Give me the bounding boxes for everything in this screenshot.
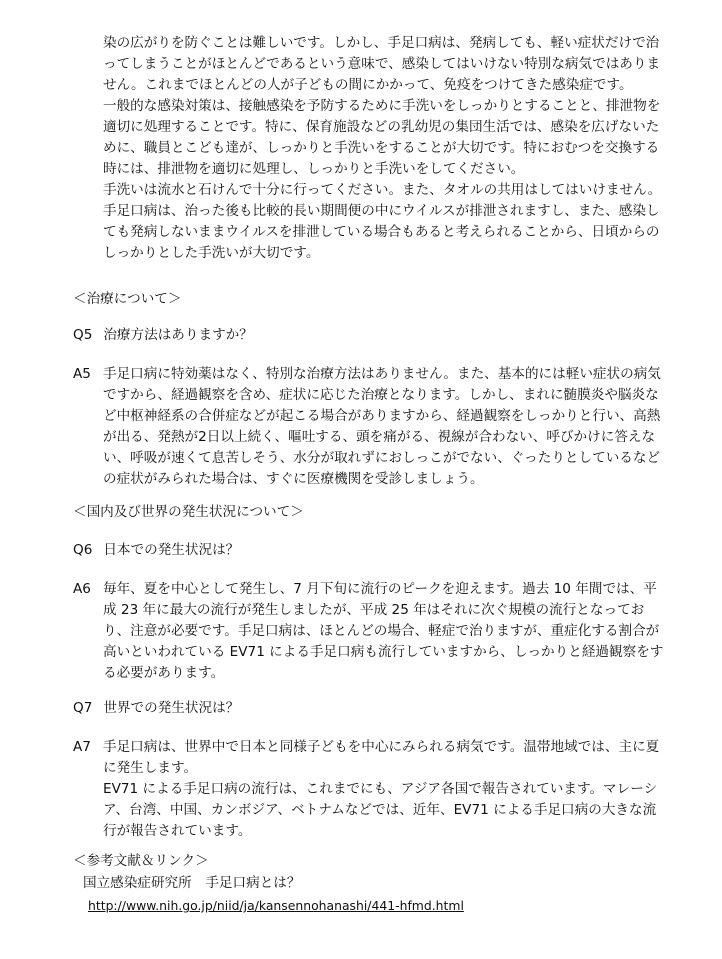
answer-a5	[73, 364, 673, 490]
reference-link[interactable]: http://www.nih.go.jp/niid/ja/kansennohanashi/441-hfmd.html	[88, 898, 464, 913]
question-tag: Q7	[73, 700, 93, 716]
answer-tag: A7	[73, 739, 91, 755]
question-q5	[73, 325, 253, 346]
section-heading-treatment: ＜治療について＞	[73, 291, 182, 307]
reference-title: 国立感染症研究所 手足口病とは？	[83, 875, 301, 891]
answer-tag: A5	[73, 366, 91, 382]
question-q7	[73, 698, 239, 719]
intro-paragraph-2: 一般的な感染対策は、接触感染を予防するために手洗いをしっかりとすることと、排泄物を適切に処理することです。特に、保育施設などの乳幼児の集団生活では、感染を広げないために、職員とこども達が、しっかりと手洗いをすることが大切です。特におむつを交換する時には、排泄物を適切に処理し、しっかりと手洗いをしてください。	[103, 98, 661, 177]
answer-text: 手足口病に特効薬はなく、特別な治療方法はありません。また、基本的には軽い症状の病気ですから、経過観察を含め、症状に応じた治療となります。しかし、まれに髄膜炎や脳炎など中枢神経系の合併症などが起こる場合がありますから、経過観察をしっかりと行い、高熱が出る、発熱が2日以上続く、嘔吐する、頭を痛がる、視線が合わない、呼びかけに答えない、呼吸が速くて息苦しそう、水分が取れずにおしっこがでない、ぐったりとしているなどの症状がみられた場合は、すぐに医療機関を受診しましょう。	[103, 366, 661, 487]
answer-paragraph-2: EV71 による手足口病の流行は、これまでにも、アジア各国で報告されています。マレーシア、台湾、中国、カンボジア、ベトナムなどでは、近年、EV71 による手足口病の大きな流行が報告されています。	[103, 781, 658, 839]
intro-paragraph-3: 手洗いは流水と石けんで十分に行ってください。また、タオルの共用はしてはいけません。	[103, 182, 662, 198]
intro-paragraph-4: 手足口病は、治った後も比較的長い期間便の中にウイルスが排泄されますし、また、感染しても発病しないままウイルスを排泄している場合もあると考えられることから、日頃からのしっかりとした手洗いが大切です。	[103, 203, 660, 261]
question-q6	[73, 540, 239, 561]
answer-paragraph-1: 手足口病は、世界中で日本と同様子どもを中心にみられる病気です。温帯地域では、主に夏に発生します。	[103, 739, 660, 776]
answer-tag: A6	[73, 581, 91, 597]
intro-paragraph-1: 染の広がりを防ぐことは難しいです。しかし、手足口病は、発病しても、軽い症状だけで治ってしまうことがほとんどであるという意味で、感染してはいけない特別な病気ではありません。これまでほとんどの人が子どもの間にかかって、免疫をつけてきた感染症です。	[103, 35, 661, 93]
answer-text: 毎年、夏を中心として発生し、7 月下旬に流行のピークを迎えます。過去 10 年間では、平成 23 年に最大の流行が発生しましたが、平成 25 年はそれに次ぐ規模の流行となっており、注意が必要です。手足口病は、ほとんどの場合、軽症で治りますが、重症化する割合が高いといわれている EV71 による手足口病も流行していますから、しっかりと経過観察をする必要があります。	[103, 581, 664, 681]
section-heading-status: ＜国内及び世界の発生状況について＞	[73, 504, 304, 520]
answer-a7	[73, 737, 673, 842]
question-tag: Q6	[73, 542, 93, 558]
intro-section	[0, 33, 663, 264]
question-text: 世界での発生状況は？	[103, 700, 240, 716]
question-text: 日本での発生状況は？	[103, 542, 240, 558]
answer-a6	[73, 579, 673, 684]
section-heading-references: ＜参考文献＆リンク＞	[73, 853, 209, 869]
question-text: 治療方法はありますか？	[103, 327, 253, 343]
question-tag: Q5	[73, 327, 93, 343]
